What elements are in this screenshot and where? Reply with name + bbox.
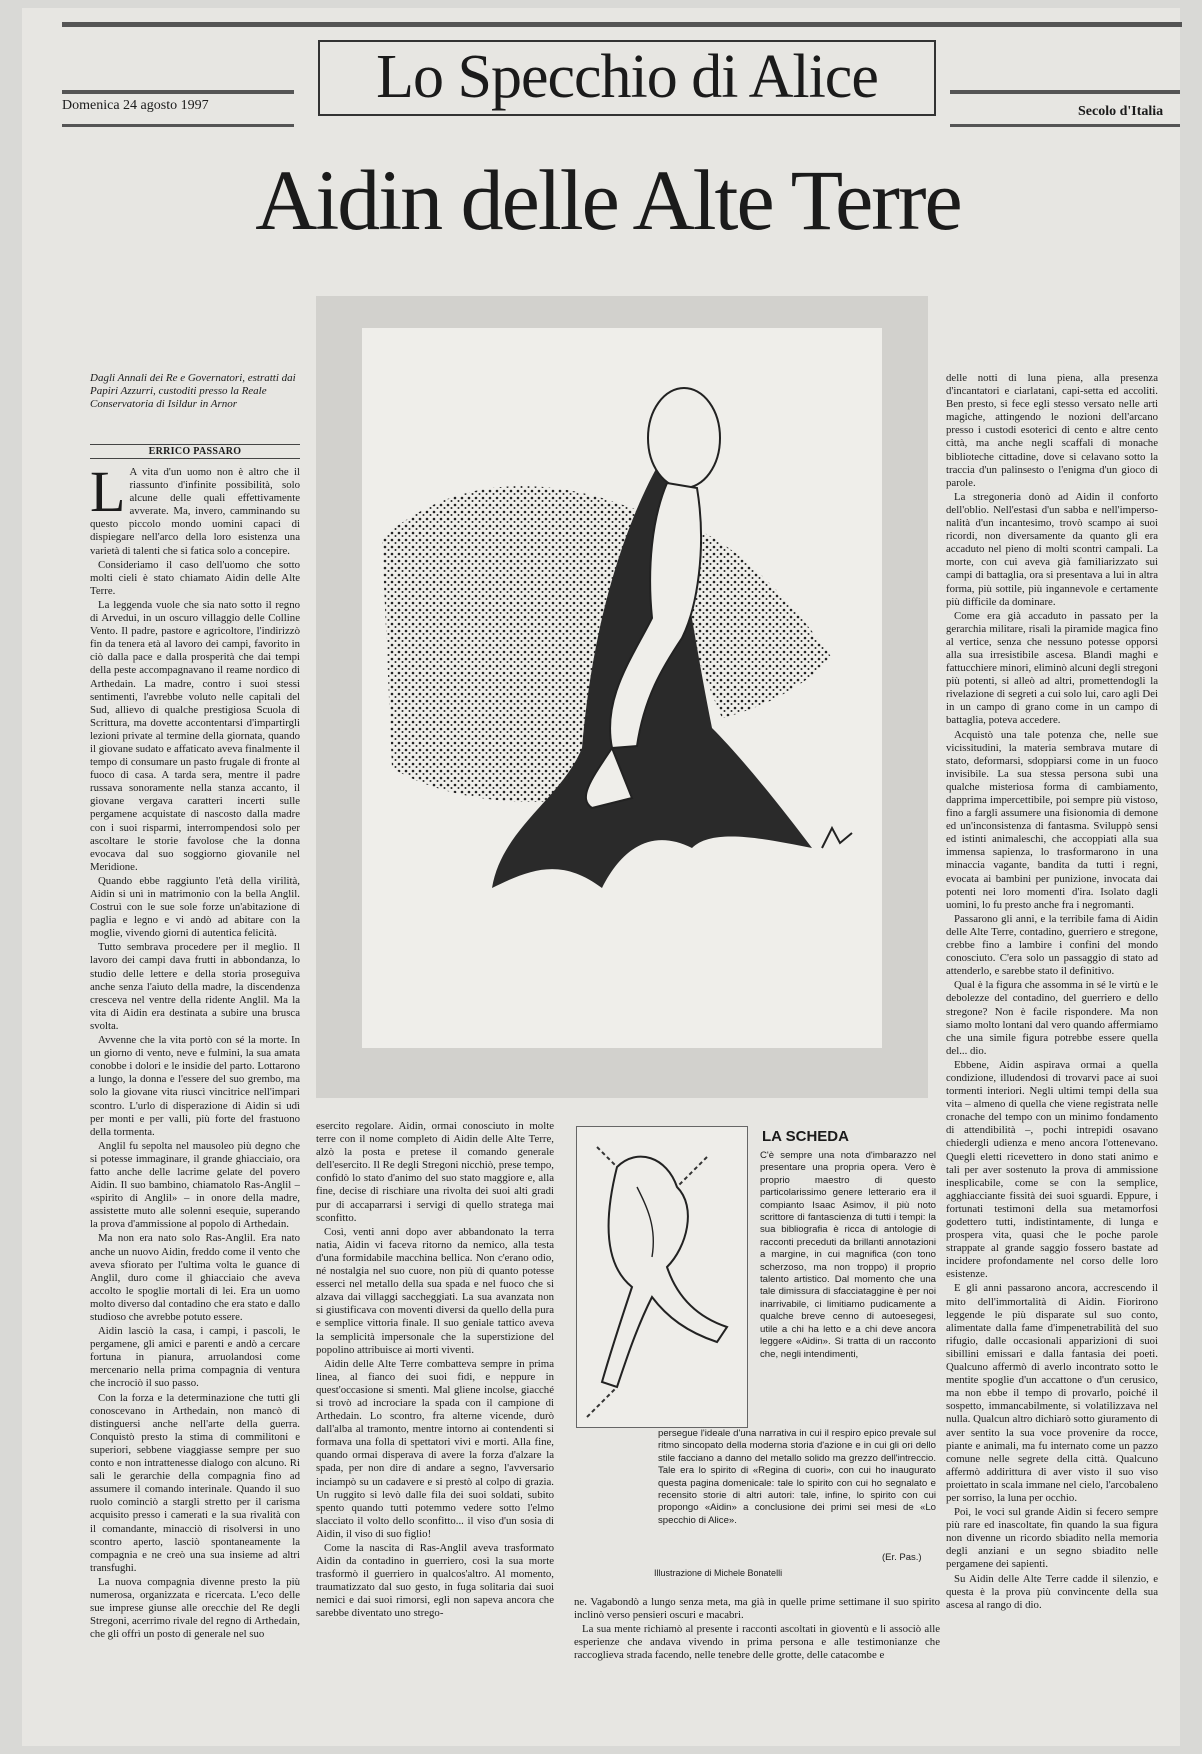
article-paragraph: Acquistò una tale potenza che, nelle sue vicissitudini, la materia sembrava mutare di stato, deformarsi, sdoppiarsi come in un fuoco invisibile. La sua stessa persona subì una qualche misteriosa forma di cambiamento, dapprima impercettibile, poi sempre più vistoso, fino a fargli assumere una fisionomia di demone ed un'inconsistenza di fantasma. Sviluppò sensi ed istinti animaleschi, che accoppiati alla sua immensa sapienza, lo trasformarono in una minaccia vagante, bandita da tutti i regni, evocata ai bambini per punizione, invocata dai potenti nei loro momenti d'ira. Isolato dagli uomini, lo fu presto anche fra i negromanti.	[946, 728, 1158, 911]
article-paragraph: Come la nascita di Ras-Anglil aveva trasformato Aidin da contadino in guerriero, così la sua morte trasformò il guerriero in qualcos'altro. Al momento, traumatizzato dal suo gesto, in fuga solitaria dai suoi nemici e dai suoi rimorsi, egli non sapeva ancora che sarebbe diventato uno strego-	[316, 1542, 554, 1620]
masthead-rule-left	[62, 90, 294, 94]
article-paragraph: E gli anni passarono ancora, accrescendo il mito dell'immortalità di Aidin. Fiorirono leggende le più disparate sul suo conto, alimentate dalla fame d'impenetrabilità del suo rifugio, dalle occasionali apparizioni di suoi sibillini emissari e dalla fantasia dei poeti. Qualcuno affermò di averlo incontrato sotto le mentite spoglie d'un accattone o d'un cerusico, ma non ebbe il tempo di provarlo, poiché il sospetto, immancabilmente, si volatilizzava nel nulla. Qualcun altro dichiarò sotto giuramento di aver sentito la sua voce provenire da rocce, piante e animali, ma fu internato come un pazzo comune nelle segrete della città. Qualcuno affermò addirittura di aver visto il suo viso proiettato in scala immane nel cielo, l'arcobaleno per sorriso, la luna per occhio.	[946, 1282, 1158, 1504]
scheda-text-side: C'è sempre una nota d'imbarazzo nel presentare una propria opera. Vero è proprio maestro di questo particolarissimo genere letterario era il compianto Isaac Asimov, il più noto scrittore di fantascienza di tutti i tempi: la sua bibliografia è ricca di antologie di racconti preceduti da brillanti annotazioni a margine, in cui magnifica (con tono scherzoso, ma non troppo) il proprio talento artistico. Dal momento che una tale dimissura di sfacciataggine è per noi inarrivabile, ci limitiamo pudicamente a qualche breve cenno di autoesegesi, utile a chi ha letto e a chi deve ancora leggere «Aidin». Si tratta di un racconto che, negli intendimenti,	[760, 1150, 936, 1360]
scheda-signature: (Er. Pas.)	[882, 1552, 922, 1563]
scheda-text-bottom: persegue l'ideale d'una narrativa in cui il respiro epico prevale sul ritmo sincopato della moderna storia d'azione e in cui gli ori dello stile facciano a danno del metallo solido ma grezzo dell'intreccio. Tale era lo spirito di «Regina di cuori», con cui ho inaugurato questa pagina domenicale: tale lo spirito con cui ho segnalato e recensito storie di altri autori: tale, infine, lo spirito con cui propongo «Aidin» a conclusione dei primi sei mesi de «Lo specchio di Alice».	[658, 1428, 936, 1526]
masthead-date: Domenica 24 agosto 1997	[62, 98, 209, 113]
article-paragraph: La nuova compagnia divenne presto la più numerosa, organizzata e ricercata. L'eco delle sue imprese giunse alle orecchie del Re degli Stregoni, acerrimo rivale del regno di Arthedain, che gli offrì un posto di generale nel suo	[90, 1575, 300, 1641]
cloaked-figure-drawing	[362, 328, 882, 1048]
article-paragraph: Aidin lasciò la casa, i campi, i pascoli, le pergamene, gli amici e parenti e andò a cercare fortuna in pianura, arruolandosi come mercenario nella prima compagnia di ventura che incrociò il suo passo.	[90, 1325, 300, 1390]
article-paragraph: Qual è la figura che assomma in sé le virtù e le debolezze del contadino, del guerriero e dello stregone? Non è facile rispondere. Ma non siamo molto lontani dal vero quando affermiamo che una simile figura potrebbe essere quella del... dio.	[946, 979, 1158, 1057]
scheda-illustration	[576, 1126, 748, 1428]
section-logo: Lo Specchio di Alice	[318, 40, 936, 116]
article-paragraph: Quando ebbe raggiunto l'età della virilità, Aidin si unì in matrimonio con la bella Anglil. Costruì con le sue sole forze un'abitazione di paglia e legno e vi andò ad abitare con la moglie, vivendo giorni di autentica felicità.	[90, 874, 300, 940]
article-paragraph: delle notti di luna piena, alla presenza d'incantatori e ciarlatani, capi-setta ed accoliti. Ben presto, si fece egli stesso versato nelle arti magiche, attingendo le nozioni dell'arcano presso i custodi esoterici di cento e altre cento città, ma anche negli scaffali di monache biblioteche cittadine, dove si celavano sotto la traccia d'un palinsesto o l'enigma d'un gioco di parole.	[946, 372, 1158, 489]
masthead-rule-right	[950, 90, 1180, 94]
article-paragraph: La sua mente richiamò al presente i racconti ascoltati in gioventù e li associò alle esperienze che andava vivendo in prima persona e alle testimonianze che raccoglieva strada facendo, nelle tenebre delle grotte, delle catacombe e	[574, 1623, 940, 1662]
article-paragraph: Così, venti anni dopo aver abbandonato la terra natìa, Aidin vi faceva ritorno da nemico, alla testa d'una formidabile macchina bellica. Non c'erano odio, né nostalgia nel suo cuore, non più di quanto potesse esserci nel metallo della sua spada e nel fuoco che si alzava dai villaggi saccheggiati. La sua avanzata non si giustificava con moventi diversi da quello della pura e semplice vittoria finale. Il suo geniale tattico aveva la semplicità impersonale che la superstizione del popolino attribuisce ai morti viventi.	[316, 1225, 554, 1356]
masthead-rule-left-2	[62, 124, 294, 127]
article-headline: Aidin delle Alte Terre	[255, 152, 961, 248]
drop-cap: L	[90, 466, 126, 524]
article-paragraph: Consideriamo il caso dell'uomo che sotto molti cieli è stato chiamato Aidin delle Alte Terre.	[90, 558, 300, 597]
article-paragraph: Poi, le voci sul grande Aidin si fecero sempre più rare ed inascoltate, fin quando la sua figura non divenne un ricordo sbiadito nella memoria degli anziani e un segno sbiadito nelle pergamene dei sapienti.	[946, 1506, 1158, 1571]
publication-name: Secolo d'Italia	[1078, 104, 1164, 119]
article-intro: Dagli Annali dei Re e Governatori, estratti dai Papiri Azzurri, custoditi presso la Reale Conservatoria di Isildur in Arnor	[90, 372, 296, 410]
main-illustration	[316, 296, 928, 1098]
article-paragraph: Aidin delle Alte Terre combatteva sempre in prima linea, al fianco dei suoi fidi, e neppure in quest'occasione si smentì. Mal glienе incolse, giacché si trovò ad incrociare la spada con il campione di Arthedain. Lo scontro, fra alterne vicende, durò dall'alba al tramonto, mentre intorno ai contendenti si formava una folla di spettatori vivi e morti. Alla fine, quando ormai disperava di avere la forza d'alzare la spada, per non dire di andare a segno, l'avversario inciampò su un cadavere e si prestò al colpo di grazia. Un ruggito si levò dalle fila dei suoi soldati, subito spento quando tutti potemmo vedere sotto l'elmo slacciato il volto dello sconfitto... il viso d'un sosia di Aidin, il viso di suo figlio!	[316, 1357, 554, 1540]
illustration-credit: Illustrazione di Michele Bonatelli	[654, 1568, 783, 1578]
masthead-rule-right-2	[950, 124, 1180, 127]
article-paragraph: Passarono gli anni, e la terribile fama di Aidin delle Alte Terre, contadino, guerriero e stregone, crebbe fino a lambire i confini del mondo conosciuto. C'era solo un passaggio di stato ad attenderlo, e sarebbe stato il definitivo.	[946, 912, 1158, 978]
article-paragraph: Come era già accaduto in passato per la gerarchia militare, risalì la piramide magica fino al vertice, senza che nessuno potesse opporsi alla sua irresistibile ascesa. Blandì maghi e fattucchiere minori, eliminò alcuni degli stregoni più potenti, si alleò ad altri, promettendogli la rivelazione di segreti a cui solo lui, caro agli Dei in un campo di grano come in un campo di battaglia, poteva accedere.	[946, 609, 1158, 727]
chained-figure-drawing	[577, 1127, 747, 1427]
illustration-frame	[362, 328, 882, 1048]
article-paragraph: Ebbene, Aidin aspirava ormai a quella condizione, illudendosi di trovarvi pace ai suoi tormenti interiori. Negli ultimi tempi della sua vita – almeno di quella che viene registrata nelle cronache del tempo con un minimo fondamento di attendibilità –, pochi intrepidi osavano chiedergli udienza e meno ancora l'ottenevano. Quegli eletti ricevettero in dono stati animo e tali per aver sostenuto la prova di ammissione inesplicabile, come se con la semplice, agghiacciante fissità dei suoi sguardi. Eppure, i fortunati testimoni della sua metamorfosi godettero tutti, indistintamente, di lunga e prospera vita, quasi che le poche parole strappate al grande saggio fossero bastate ad incidere profondamente nel corso delle loro esistenze.	[946, 1058, 1158, 1281]
article-column-3	[574, 1596, 940, 1734]
scheda-title: LA SCHEDA	[762, 1128, 849, 1145]
article-paragraph: La stregoneria donò ad Aidin il conforto dell'oblio. Nell'estasi d'un sabba e nell'impersonalità d'un incantesimo, trovò scampo ai suoi ricordi, non diversamente da quanto gli era accaduto nel pieno di molti scontri campali. La morte, con cui aveva già familiarizzato sui campi di battaglia, ora si presentava a lui in altra forma, più sottile, più ingannevole e certamente più difficile da dominare.	[946, 490, 1158, 608]
article-paragraph: ne. Vagabondò a lungo senza meta, ma già in quelle prime settimane il suo spirito inclinò verso pensieri oscuri e macabri.	[574, 1596, 940, 1622]
top-rule	[62, 22, 1182, 27]
article-column-1	[90, 466, 300, 1736]
article-byline: ERRICO PASSARO	[90, 444, 300, 459]
article-paragraph: Tutto sembrava procedere per il meglio. Il lavoro dei campi dava frutti in abbondanza, lo studio delle lettere e della storia proseguiva anche senza l'aiuto della madre, la discendenza cresceva nel ventre della ridente Anglil. Ma la vita di Aidin era destinata a subire una brusca svolta.	[90, 941, 300, 1032]
article-paragraph: Ma non era nato solo Ras-Anglil. Era nato anche un nuovo Aidin, freddo come il vento che aveva sfiorato per l'ultima volta le guance di Anglil, duro come il ghiacciaio che aveva accolto le spoglie mortali di lei. Era un uomo molto diverso dal contadino che era stato e dallo studioso che avrebbe potuto essere.	[90, 1232, 300, 1323]
article-paragraph: Con la forza e la determinazione che tutti gli conoscevano in Arthedain, non mancò di distinguersi anche nell'arte della guerra. Conquistò presto la stima di commilitoni e superiori, sebbene viaggiasse sempre per suo conto e non intrattenesse dialogo con alcuno. Ri salì le gerarchie della compagnia fino ad assumere il comando interinale. Quando il suo ruolo cominciò a stargli stretto per il carisma acquisito presso i camerati e la sua rivalità con il comandante, minacciò di risolversi in uno scontro aperto, lasciò spontaneamente la compagnia e ne creò una sua insieme ad altri transfughi.	[90, 1391, 300, 1574]
article-paragraph: Anglil fu sepolta nel mausoleo più degno che si potesse immaginare, il grande ghiacciaio, ora fatto anche delle lacrime gelate del povero Aidin. Il suo bambino, chiamatolo Ras-Anglil – «spirito di Anglil» – in onore della madre, assistette muto alle solenni esequie, superando la prova d'ammissione al popolo di Arthedain.	[90, 1139, 300, 1231]
article-paragraph: esercito regolare. Aidin, ormai conosciuto in molte terre con il nome completo di Aidin delle Alte Terre, alzò la posta e pretese il comando generale dell'esercito. Il Re degli Stregoni nicchiò, prese tempo, confidò lo stato d'animo del suo stato maggiore e, alla fine, decise di rischiare una rivolta dei suoi alti gradi pur di accaparrarsi i servigi di quello stratega mai sconfitto.	[316, 1120, 554, 1224]
article-paragraph: La leggenda vuole che sia nato sotto il regno di Arvedui, in un oscuro villaggio delle Colline Vento. Il padre, pastore e agricoltore, l'indirizzò fin da tenera età al lavoro dei campi, favorito in ciò dalla pace e dalla prosperità che dai tempi della peste accompagnavano il reame nordico di Arthedain. La madre, contro i suoi stessi sentimenti, l'avrebbe voluto nelle capitali del Sud, allievo di qualche prestigiosa Scuola di Scrittura, ma dovette accontentarsi d'impartirgli lezioni private al termine della giornata, quando il giovane sudato e affaticato aveva finalmente il tempo di consumare un pasto frugale di fronte al fuoco di casa. A tarda sera, mentre il padre russava sonoramente nella stanza accanto, il giovane vergava caratteri incerti sulle pergamene acquistate di nascosto dalla madre con i suoi risparmi, interrompendosi solo per ascoltare le storie favolose che la donna evocava dal suo soggiorno giovanile nel Meridione.	[90, 598, 300, 873]
article-paragraph: Su Aidin delle Alte Terre cadde il silenzio, e questa è la prova più convincente della sua ascesa al rango di dio.	[946, 1572, 1158, 1611]
article-paragraph: Avvenne che la vita portò con sé la morte. In un giorno di vento, neve e fulmini, la sua amata conobbe i dolori e le insidie del parto. Lottarono a lungo, la donna e l'essere del suo grembo, ma solo la giovane vita riuscì vincitrice nell'impari scontro. L'urlo di disperazione di Aidin si udì per monti e per valli, più forte del frastuono della tormenta.	[90, 1034, 300, 1138]
article-column-4	[946, 372, 1158, 1734]
article-paragraph: A vita d'un uomo non è altro che il riassunto d'infinite possibilità, solo alcune delle quali effettivamente avverate. Ma, invero, camminando su questo piccolo mondo uomini capaci di dispiegare nell'arco della loro esistenza una varietà di talenti che si fatica solo a concepire.	[90, 466, 300, 557]
article-column-2	[316, 1120, 554, 1734]
